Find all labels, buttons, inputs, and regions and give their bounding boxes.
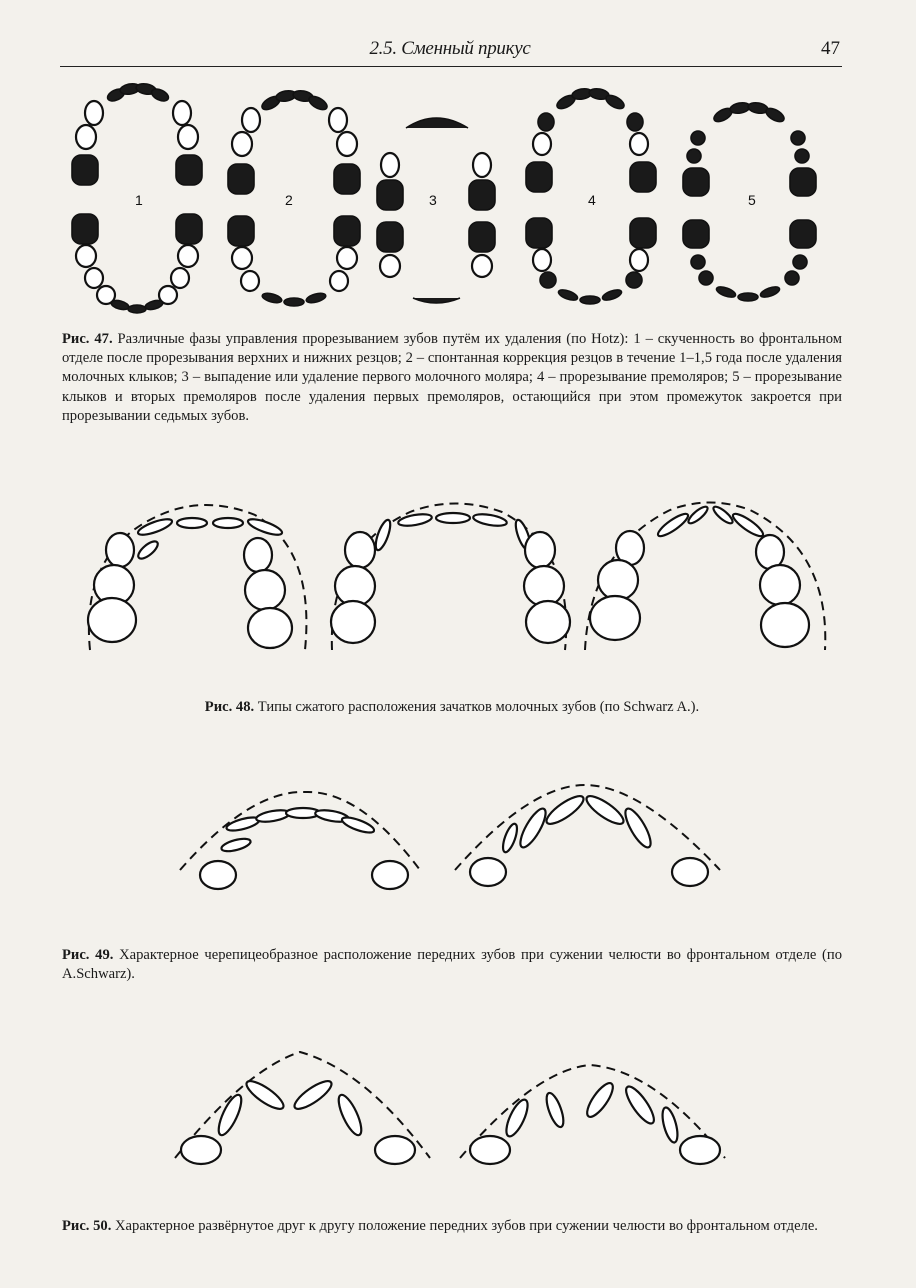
phase-label-3: 3 bbox=[429, 192, 437, 208]
running-head bbox=[60, 36, 840, 66]
phase-label-2: 2 bbox=[285, 192, 293, 208]
figure-50-illustration bbox=[165, 1040, 745, 1170]
figure-48-caption-text: Типы сжатого расположения зачатков молочных зубов (по Schwarz A.). bbox=[257, 699, 700, 715]
page-number: 47 bbox=[821, 38, 840, 59]
figure-49-caption-label: Рис. 49. bbox=[62, 947, 114, 963]
figure-49-caption bbox=[62, 946, 842, 984]
arch-phase-2 bbox=[228, 89, 360, 306]
header-rule bbox=[60, 66, 842, 67]
imbricated-arch-a bbox=[180, 792, 420, 889]
rotated-arch-b bbox=[460, 1065, 725, 1164]
figure-47-caption-label: Рис. 47. bbox=[62, 331, 113, 347]
running-title: 2.5. Сменный прикус bbox=[369, 38, 531, 59]
figure-50-caption-text: Характерное развёрнутое друг к другу положение передних зубов при сужении челюсти во фронтальном отделе. bbox=[115, 1218, 818, 1234]
compressed-arch-b bbox=[331, 504, 570, 651]
phase-label-4: 4 bbox=[588, 192, 596, 208]
compressed-arch-c bbox=[585, 503, 825, 651]
compressed-arch-a bbox=[88, 505, 306, 650]
rotated-arch-a bbox=[175, 1052, 430, 1164]
figure-49-illustration bbox=[170, 780, 730, 895]
figure-48-caption-label: Рис. 48. bbox=[204, 699, 255, 715]
figure-49-caption-text: Характерное черепицеобразное расположение передних зубов при сужении челюсти во фронтальном отделе (по A.Schwarz). bbox=[62, 947, 842, 983]
phase-label-1: 1 bbox=[135, 192, 143, 208]
arch-phase-3 bbox=[377, 118, 495, 303]
figure-47-caption bbox=[62, 330, 842, 426]
figure-47-caption-text: Различные фазы управления прорезыванием зубов путём их удаления (по Hotz): 1 – скученность во фронтальном отделе после прорезывания верхних и нижних резцов; 2 – спонтанная коррекция резцов в течение 1–1,5 года после удаления молочных клыков; 3 – выпадение или удаление первого молочного моляра; 4 – прорезывание премоляров; 5 – прорезывание клыков и вторых премоляров после удаления первых премоляров, остающийся при этом промежуток закроется при прорезывании седьмых зубов. bbox=[62, 331, 842, 424]
imbricated-arch-b bbox=[455, 785, 720, 886]
figure-50-caption bbox=[62, 1217, 842, 1236]
figure-47-illustration bbox=[58, 80, 848, 320]
figure-50-caption-label: Рис. 50. bbox=[62, 1218, 112, 1234]
figure-48-caption bbox=[62, 698, 842, 717]
figure-48-illustration bbox=[70, 490, 850, 660]
phase-label-5: 5 bbox=[748, 192, 756, 208]
